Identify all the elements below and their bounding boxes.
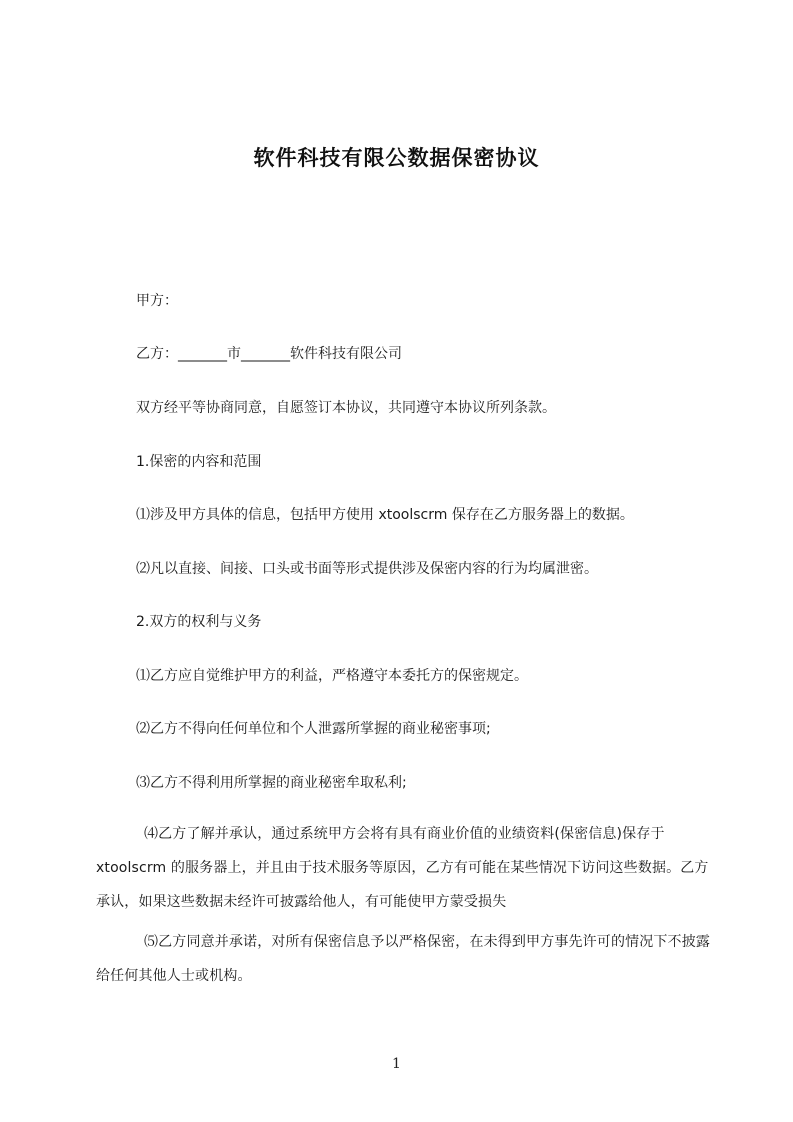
section-2-item-3: ⑶乙方不得利用所掌握的商业秘密牟取私利; — [136, 775, 407, 791]
intro-paragraph: 双方经平等协商同意，自愿签订本协议，共同遵守本协议所列条款。 — [136, 400, 556, 416]
section-1-item-1: ⑴涉及甲方具体的信息，包括甲方使用 xtoolscrm 保存在乙方服务器上的数据。 — [136, 507, 634, 523]
section-2-item-5-text: ⑸乙方同意并承诺，对所有保密信息予以严格保密，在未得到甲方事先许可的情况下不披露给任何其他人士或机构。 — [96, 934, 710, 984]
section-2-item-4-text: ⑷乙方了解并承认，通过系统甲方会将有具有商业价值的业绩资料(保密信息)保存于 xtoolscrm 的服务器上，并且由于技术服务等原因，乙方有可能在某些情况下访问这些数据。乙方承认，如果这些数据未经许可披露给他人，有可能使甲方蒙受损失 — [96, 826, 709, 910]
section-2-item-4 — [96, 817, 712, 919]
party-a-line: 甲方： — [136, 293, 178, 309]
party-b-line: 乙方：_______市_______软件科技有限公司 — [136, 346, 402, 362]
section-2-heading: 2.双方的权利与义务 — [136, 614, 262, 630]
section-2-item-5 — [96, 925, 712, 993]
document-title: 软件科技有限公数据保密协议 — [253, 146, 540, 170]
section-2-item-1: ⑴乙方应自觉维护甲方的利益，严格遵守本委托方的保密规定。 — [136, 668, 528, 684]
page-number: 1 — [392, 1056, 401, 1072]
section-1-item-2: ⑵凡以直接、间接、口头或书面等形式提供涉及保密内容的行为均属泄密。 — [136, 561, 598, 577]
section-2-item-2: ⑵乙方不得向任何单位和个人泄露所掌握的商业秘密事项; — [136, 721, 491, 737]
section-1-heading: 1.保密的内容和范围 — [136, 454, 262, 470]
